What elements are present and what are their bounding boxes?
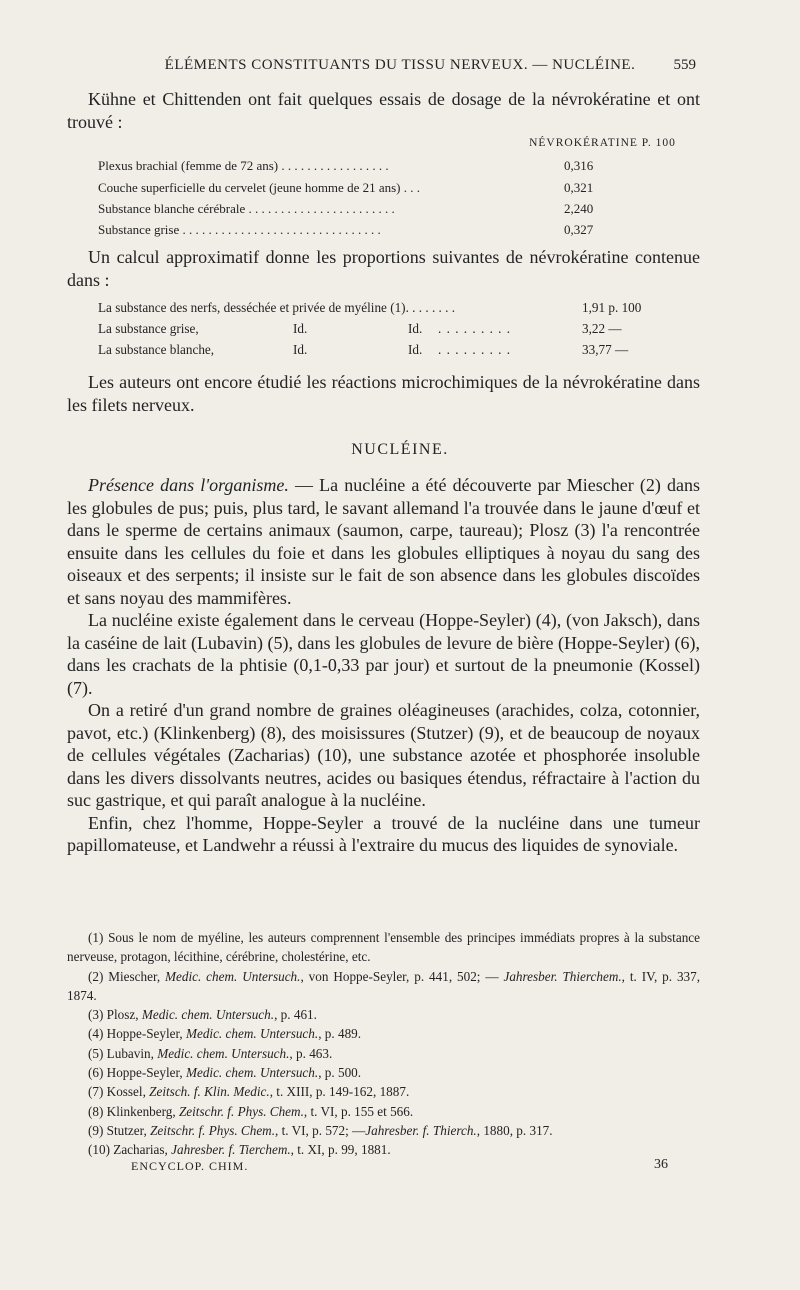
ratio-label: La substance des nerfs, desséchée et privée de myéline (1). . . . . . . . <box>98 300 456 315</box>
row-label: Couche superficielle du cervelet (jeune homme de 21 ans) . . . <box>98 180 420 195</box>
ratio-dots: . . . . . . . . . <box>438 321 512 336</box>
footer-signature: ENCYCLOP. CHIM. <box>131 1159 249 1173</box>
footnote: (2) Miescher, Medic. chem. Untersuch., von Hoppe-Seyler, p. 441, 502; — Jahresber. Thierchem., t. IV, p. 337, 1874. <box>67 968 701 1003</box>
row-label: Plexus brachial (femme de 72 ans) . . . . . . . . . . . . . . . . . <box>98 158 389 173</box>
footnotes <box>67 928 700 1160</box>
table1-row <box>98 201 678 219</box>
table2-row <box>98 321 693 339</box>
paragraph-existence: La nucléine existe également dans le cerveau (Hoppe-Seyler) (4), (von Jaksch), dans la caséine de lait (Lubavin) (5), dans les globules de levure de bière (Hoppe-Seyler) (6), dans les crachats de la phtisie (0,1-0,33 par jour) et surtout de la pneumonie (Kossel) (7). <box>67 610 700 698</box>
ratio-id1: Id. <box>293 321 308 336</box>
ratio-dots: . . . . . . . . . <box>438 342 512 357</box>
row-value: 0,316 <box>564 158 594 173</box>
paragraph-graines: On a retiré d'un grand nombre de graines oléagineuses (arachides, colza, cotonnier, pavot, etc.) (Klinkenberg) (8), des moisissures (Stutzer) (9), et de beaucoup de noyaux de cellules végétales (Zacharias) (10), une substance azotée et phosphorée insoluble dans les divers dissolvants neutres, acides ou basiques étendus, réfractaire à l'action du suc gastrique, et qui paraît analogue à la nucléine. <box>67 700 700 810</box>
running-title: ÉLÉMENTS CONSTITUANTS DU TISSU NERVEUX. — NUCLÉINE. <box>164 57 636 73</box>
footnote: (1) Sous le nom de myéline, les auteurs comprennent l'ensemble des principes immédiats propres à la substance nerveuse, protagon, lécithine, cérébrine, cholestérine, etc. <box>67 930 700 965</box>
authors-paragraph <box>67 371 700 416</box>
intro-text: Kühne et Chittenden ont fait quelques essais de dosage de la névrokératine et ont trouvé : <box>67 89 700 132</box>
footnote: (3) Plosz, Medic. chem. Untersuch., p. 461. <box>88 1007 317 1023</box>
footnote: (4) Hoppe-Seyler, Medic. chem. Untersuch., p. 489. <box>88 1026 362 1042</box>
section-heading: NUCLÉINE. <box>351 441 449 458</box>
intro-paragraph <box>67 88 700 133</box>
table2-row <box>98 300 693 318</box>
table1-row <box>98 180 678 198</box>
footnote: (8) Klinkenberg, Zeitschr. f. Phys. Chem., t. VI, p. 155 et 566. <box>88 1103 414 1119</box>
paragraph-text: — La nucléine a été découverte par Miescher (2) dans les globules de pus; puis, plus tard, le savant allemand l'a trouvée dans le jaune d'œuf et dans le sperme de certains animaux (saumon, carpe, taureau); Plosz (3) l'a rencontrée ensuite dans les cellules du foie et dans les globules elliptiques à noyau du sang des oiseaux et des serpents; il insiste sur le fait de son absence dans les globules discoïdes et sans noyau des mammifères. <box>67 475 700 608</box>
table1-caption: NÉVROKÉRATINE P. 100 <box>529 137 676 149</box>
page-number: 559 <box>673 57 696 73</box>
footnote: (7) Kossel, Zeitsch. f. Klin. Medic., t. XIII, p. 149-162, 1887. <box>88 1084 410 1100</box>
footnote: (6) Hoppe-Seyler, Medic. chem. Untersuch., p. 500. <box>88 1065 362 1081</box>
row-label: Substance blanche cérébrale . . . . . . . . . . . . . . . . . . . . . . . <box>98 201 395 216</box>
footnote: (9) Stutzer, Zeitschr. f. Phys. Chem., t. VI, p. 572; —Jahresber. f. Thierch., 1880, p. 317. <box>88 1122 553 1138</box>
paragraph-presence <box>67 474 700 609</box>
table1-row <box>98 158 678 176</box>
paragraph-lead: Présence dans l'organisme. <box>88 475 289 495</box>
footnote: (5) Lubavin, Medic. chem. Untersuch., p. 463. <box>88 1045 333 1061</box>
paragraph-homme: Enfin, chez l'homme, Hoppe-Seyler a trouvé de la nucléine dans une tumeur papillomateuse, et Landwehr a réussi à l'extraire du mucus des liquides de synoviale. <box>67 812 700 855</box>
ratio-value: 3,22 — <box>582 321 622 336</box>
table1-row <box>98 222 678 240</box>
ratio-label: La substance blanche, <box>98 342 215 357</box>
row-label: Substance grise . . . . . . . . . . . . . . . . . . . . . . . . . . . . . . . <box>98 222 381 237</box>
authors-text: Les auteurs ont encore étudié les réactions microchimiques de la névrokératine dans les filets nerveux. <box>67 372 700 415</box>
calc-paragraph <box>67 246 700 291</box>
ratio-value: 33,77 — <box>582 342 629 357</box>
main-body <box>67 474 700 857</box>
calc-text: Un calcul approximatif donne les proportions suivantes de névrokératine contenue dans : <box>67 247 700 290</box>
ratio-id1: Id. <box>293 342 308 357</box>
ratio-id2: Id. <box>408 321 423 336</box>
ratio-label: La substance grise, <box>98 321 199 336</box>
ratio-value: 1,91 p. 100 <box>582 300 642 315</box>
row-value: 0,327 <box>564 222 594 237</box>
table2-row <box>98 342 693 360</box>
footnote: (10) Zacharias, Jahresber. f. Tierchem., t. XI, p. 99, 1881. <box>88 1142 391 1158</box>
row-value: 0,321 <box>564 180 594 195</box>
running-head <box>0 55 800 81</box>
row-value: 2,240 <box>564 201 594 216</box>
footer-sheet-number: 36 <box>654 1157 668 1172</box>
ratio-id2: Id. <box>408 342 423 357</box>
